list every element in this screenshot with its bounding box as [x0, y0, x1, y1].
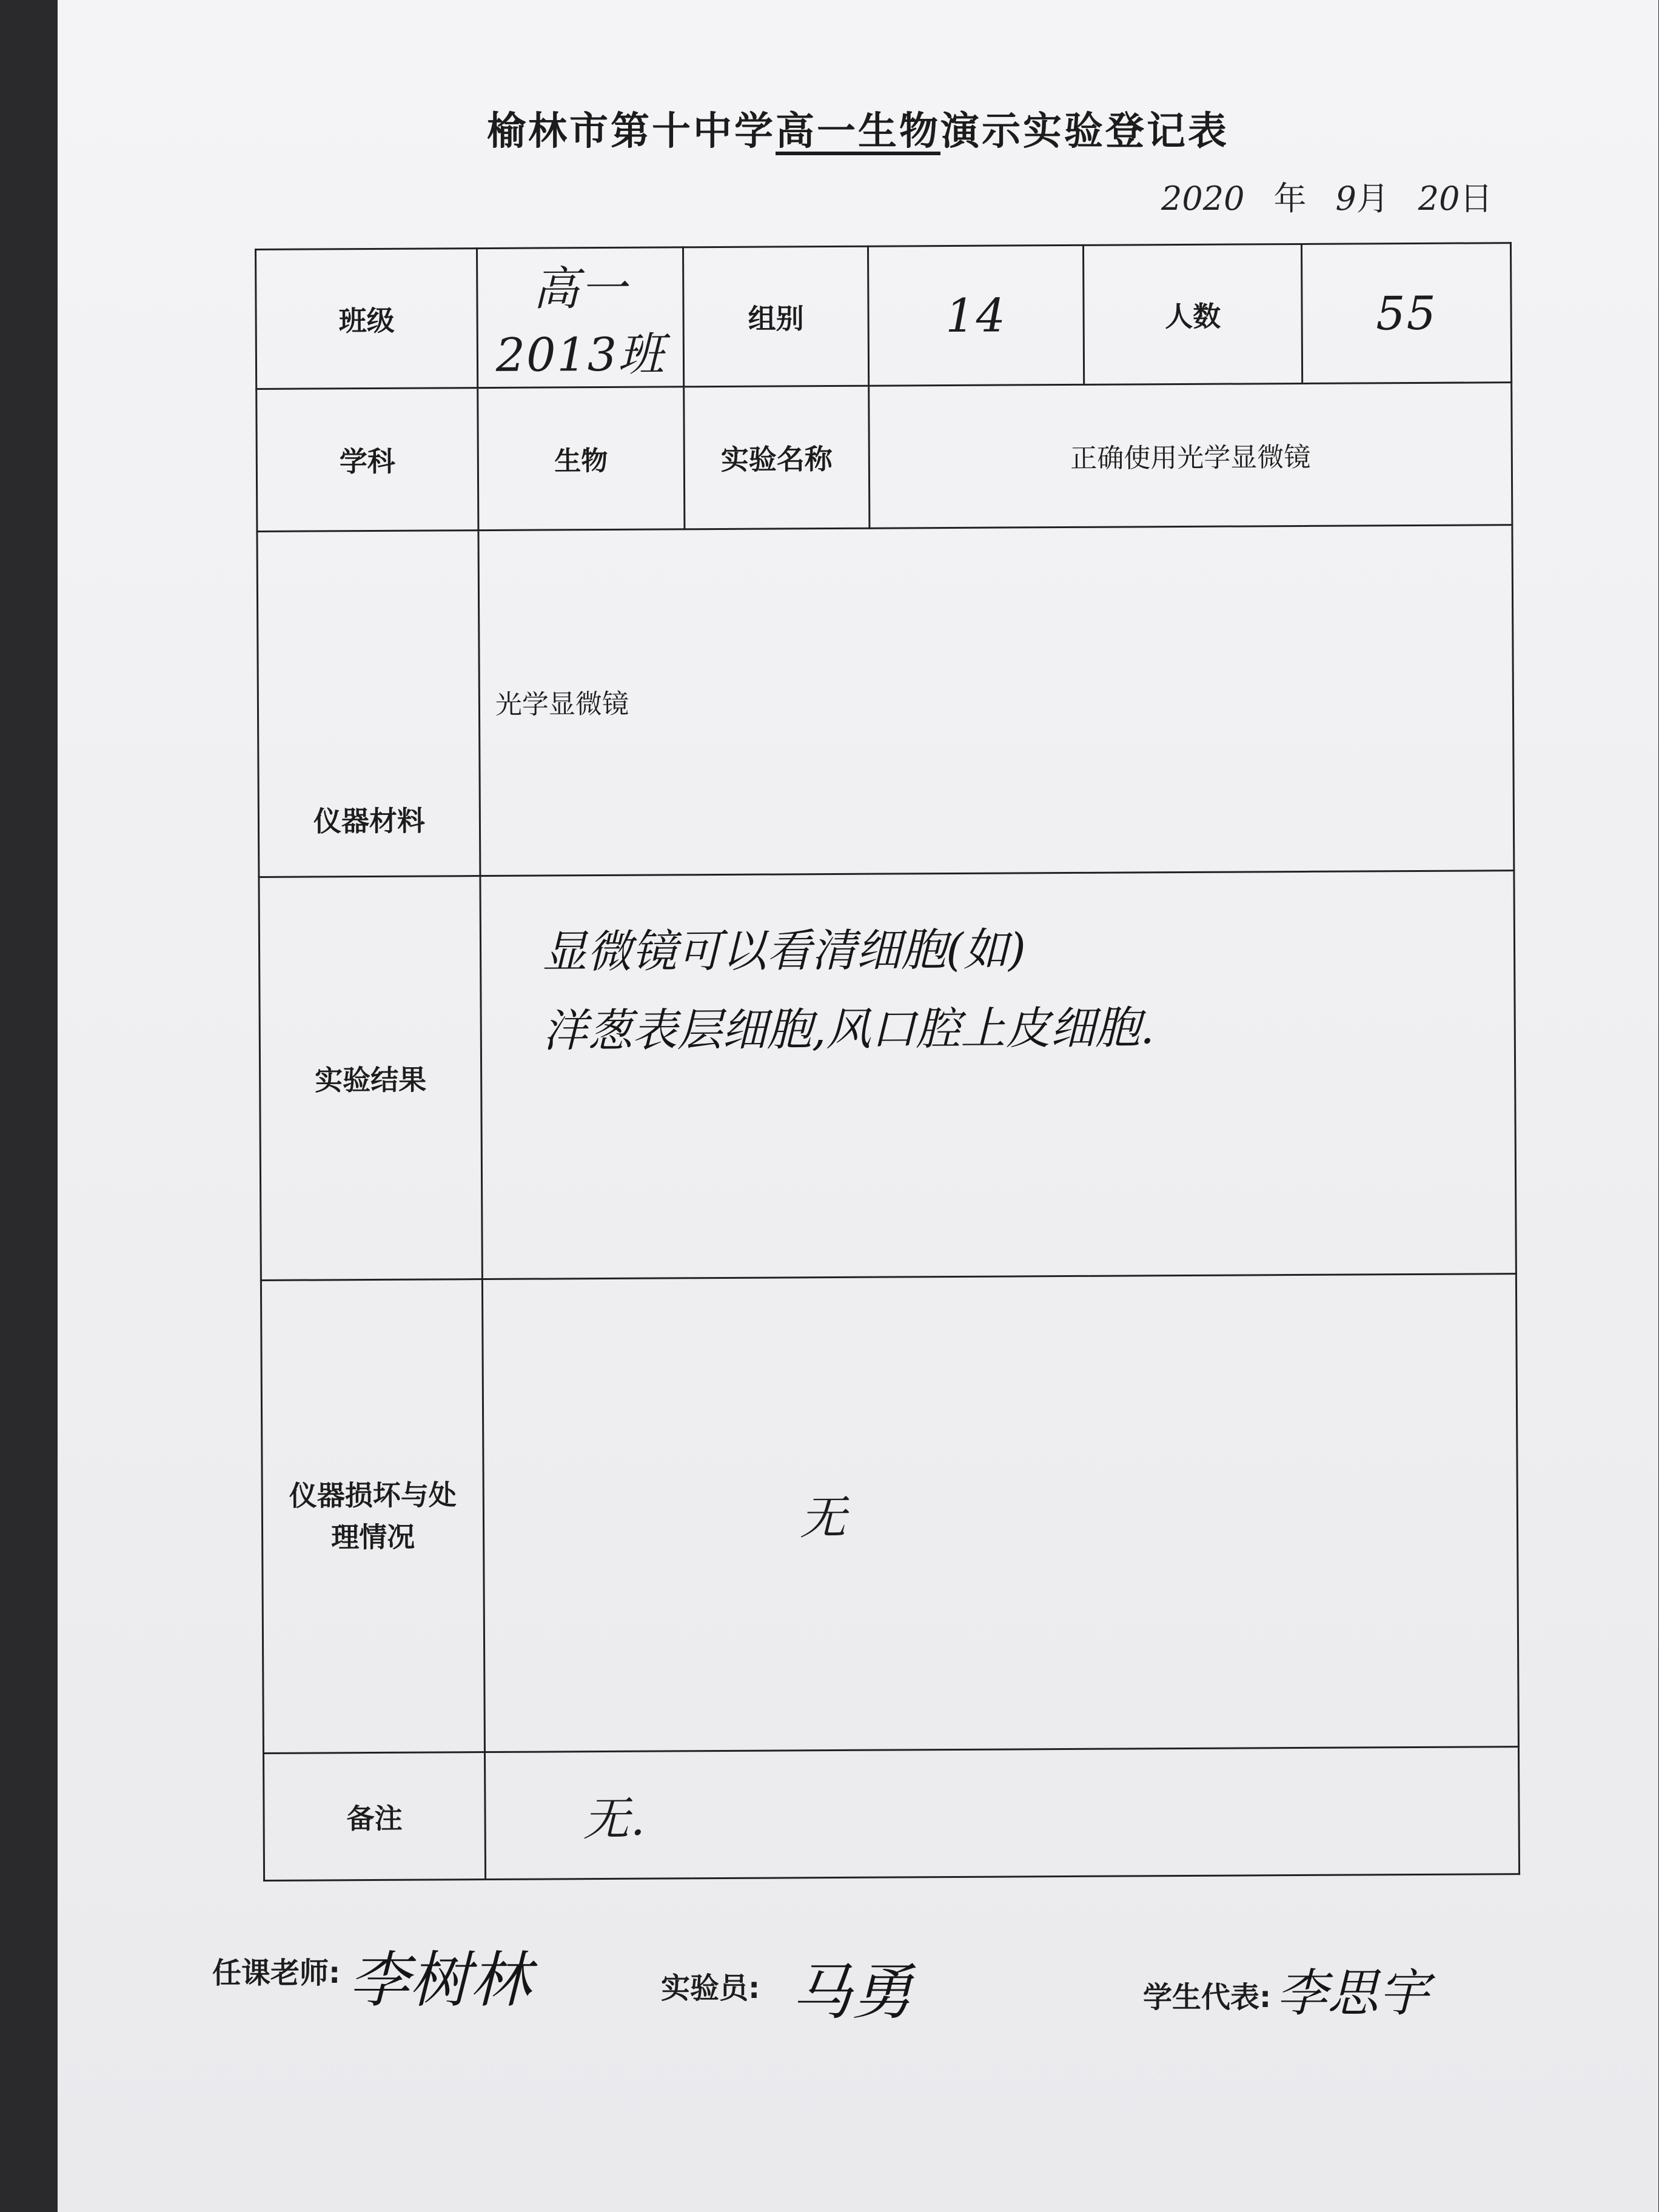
class-label: 班级 [256, 249, 478, 389]
notes-value: 无. [484, 1747, 1519, 1880]
subject-value: 生物 [478, 387, 685, 531]
form-paper [58, 0, 1658, 2212]
results-label: 实验结果 [259, 876, 482, 1281]
teacher-label: 任课老师: [212, 1956, 341, 1990]
date-month: 9 [1335, 179, 1356, 218]
experiment-name-value: 正确使用光学显微镜 [869, 383, 1512, 529]
date-year: 2020 [1161, 179, 1245, 218]
registration-table [255, 242, 1520, 1882]
damage-label-cell [261, 1279, 484, 1754]
experiment-name-label: 实验名称 [684, 386, 870, 529]
lab-staff-signature: 马勇 [791, 1957, 913, 2028]
damage-value: 无 [482, 1274, 1518, 1752]
count-value: 55 [1301, 243, 1511, 384]
equipment-value: 光学显微镜 [495, 688, 629, 720]
title-prefix: 榆林市第十中学 [487, 109, 776, 154]
date-day: 20 [1418, 179, 1460, 218]
signature-footer [58, 1946, 1658, 2037]
damage-label-line1: 仪器损坏与处 [289, 1478, 457, 1512]
equipment-label: 仪器材料 [313, 804, 426, 838]
table-row [257, 525, 1514, 877]
table-row [261, 1274, 1518, 1754]
title-suffix: 演示实验登记表 [940, 109, 1229, 154]
date-day-label: 日 [1460, 179, 1493, 218]
page-title [58, 100, 1658, 156]
table-row [259, 871, 1516, 1281]
results-line: 洋葱表层细胞,风口腔上皮细胞. [542, 1002, 1155, 1057]
class-value: 高一2013班 [477, 247, 684, 388]
title-underlined: 高一生物 [776, 109, 940, 154]
lab-staff-label: 实验员: [661, 1971, 760, 2005]
teacher-signature: 李树林 [349, 1945, 531, 2016]
group-value: 14 [868, 245, 1084, 386]
notes-label: 备注 [263, 1752, 485, 1881]
equipment-value-cell [478, 525, 1514, 876]
date-month-label: 月 [1356, 179, 1389, 218]
table-row [256, 243, 1512, 389]
date-year-label: 年 [1273, 179, 1307, 218]
group-label: 组别 [683, 246, 868, 387]
subject-label: 学科 [256, 388, 478, 532]
table-row [256, 383, 1512, 532]
form-date [1161, 173, 1493, 220]
damage-label-line2: 理情况 [330, 1520, 415, 1553]
table-row [263, 1747, 1519, 1881]
student-rep-signature: 李思宇 [1276, 1963, 1430, 2023]
count-label: 人数 [1083, 244, 1302, 384]
student-rep-label: 学生代表: [1143, 1980, 1272, 2014]
results-value [480, 871, 1516, 1279]
results-line: 显微镜可以看清细胞(如) [541, 923, 1027, 979]
equipment-label-cell [257, 531, 480, 877]
